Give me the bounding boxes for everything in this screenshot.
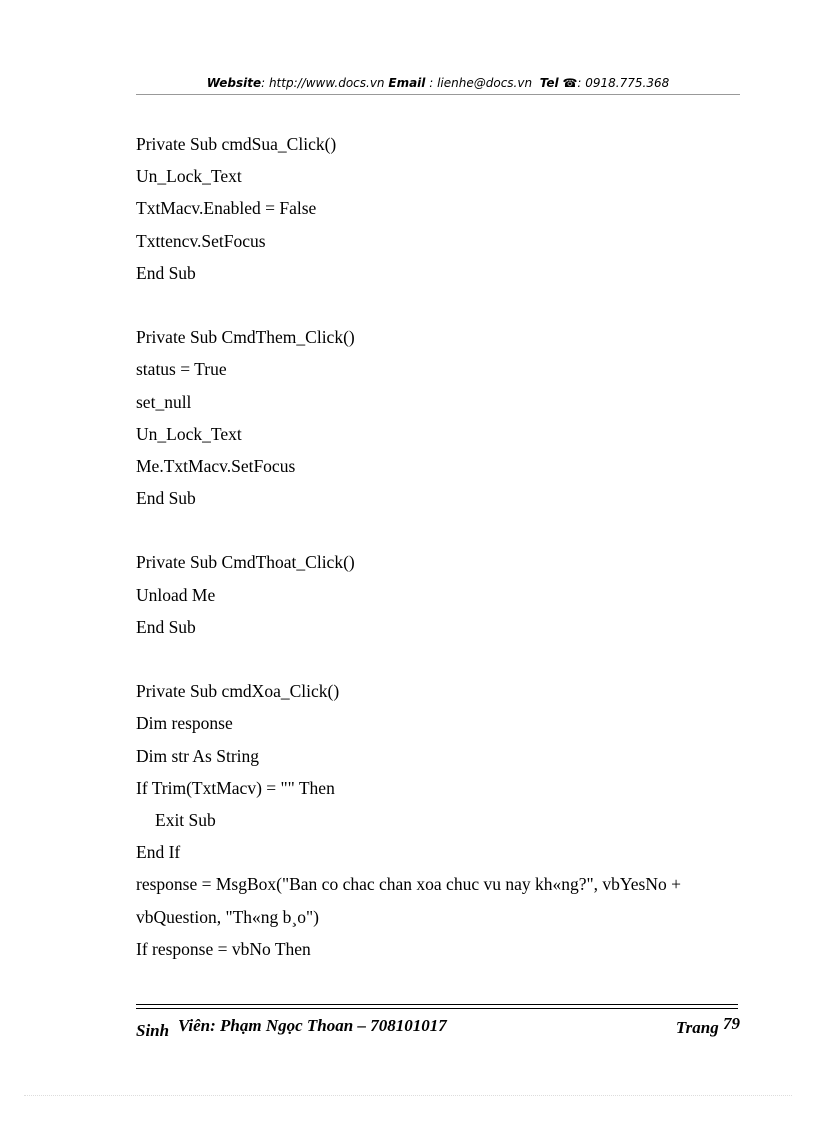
footer-sinh: Sinh — [136, 1021, 170, 1040]
code-line: Me.TxtMacv.SetFocus — [136, 455, 296, 476]
code-line: End Sub — [136, 616, 196, 637]
footer-student: Viên: Phạm Ngọc Thoan – 708101017 — [178, 1016, 447, 1035]
code-line: TxtMacv.Enabled = False — [136, 198, 317, 219]
tel-value: : 0918.775.368 — [577, 76, 670, 90]
code-line: Un_Lock_Text — [136, 166, 242, 187]
code-line: Private Sub CmdThoat_Click() — [136, 552, 355, 573]
code-line: Dim str As String — [136, 745, 260, 766]
page-number — [675, 1014, 740, 1038]
blank-line — [136, 292, 746, 324]
page-header — [136, 76, 740, 90]
code-line: End Sub — [136, 488, 196, 509]
footer-rule-top — [136, 1004, 738, 1005]
page-bottom-divider — [24, 1095, 792, 1096]
code-line: If response = vbNo Then — [136, 938, 311, 959]
code-line: Private Sub CmdThem_Click() — [136, 327, 355, 348]
page-number-value: 79 — [723, 1014, 740, 1033]
code-line: set_null — [136, 391, 192, 412]
page-footer — [136, 1014, 740, 1044]
footer-rule-bottom — [136, 1008, 738, 1009]
code-line: Private Sub cmdXoa_Click() — [136, 681, 340, 702]
code-line: Un_Lock_Text — [136, 423, 242, 444]
code-line: Txttencv.SetFocus — [136, 230, 266, 251]
code-line: response = MsgBox("Ban co chac chan xoa chuc vu nay kh«ng?", vbYesNo + — [136, 874, 681, 895]
blank-line — [136, 646, 746, 678]
tel-label: Tel — [539, 76, 559, 90]
code-line: If Trim(TxtMacv) = "" Then — [136, 777, 335, 798]
code-listing — [136, 131, 746, 968]
code-line: status = True — [136, 359, 227, 380]
email-value: : lienhe@docs.vn — [429, 76, 533, 90]
code-line: vbQuestion, "Th«ng b¸o") — [136, 906, 319, 927]
code-line: Dim response — [136, 713, 233, 734]
email-label: Email — [388, 76, 426, 90]
header-rule — [136, 94, 740, 95]
blank-line — [136, 517, 746, 549]
code-line: Private Sub cmdSua_Click() — [136, 134, 337, 154]
code-line: End Sub — [136, 262, 196, 283]
website-value: : http://www.docs.vn — [261, 76, 385, 90]
phone-icon: ☎ — [562, 76, 578, 90]
code-line: Unload Me — [136, 584, 216, 605]
code-line: End If — [136, 842, 181, 863]
page-label: Trang — [675, 1018, 719, 1037]
code-line: Exit Sub — [155, 809, 216, 830]
website-label: Website — [206, 76, 262, 90]
